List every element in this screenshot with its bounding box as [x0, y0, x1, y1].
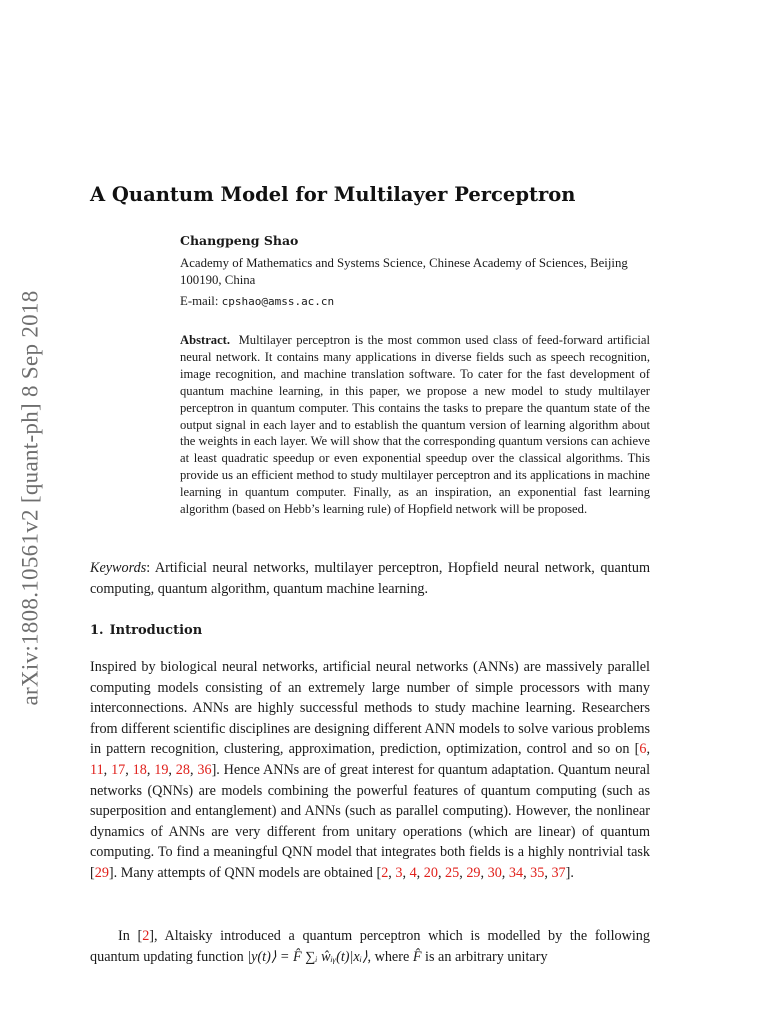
author-name: Changpeng Shao — [180, 233, 299, 248]
citation-link[interactable]: 6 — [639, 741, 647, 758]
math-expression: |y(t)⟩ = F̂ ∑ᵢ ŵᵢᵧ(t)|xᵢ⟩ — [247, 948, 368, 965]
citation-link[interactable]: 28 — [175, 761, 190, 778]
citation-link[interactable]: 4 — [409, 864, 417, 881]
text-run: ]. Many attempts of QNN models are obtained [ — [108, 864, 382, 881]
text-run: ]. — [565, 864, 574, 881]
text-run: ]. Hence ANNs are of great interest for quantum adaptation. Quantum neural networks (QNNs) are models combining the powerful features of quantum computing (such as superposition and entanglement) and ANNs (such as parallel computing). However, the nonlinear dynamics of ANNs are very different from unitary operations (which are linear) of quantum computing. To find a meaningful QNN model that integrates both fields is a highly nontrivial task [ — [90, 761, 651, 881]
section-title: Introduction — [109, 623, 203, 638]
text-run: , where — [367, 948, 413, 965]
citation-link[interactable]: 2 — [142, 928, 150, 944]
citation-link[interactable]: 20 — [423, 864, 438, 881]
email-address[interactable]: cpshao@amss.ac.cn — [221, 295, 335, 308]
section-number: 1. — [90, 623, 104, 638]
keywords-text: : Artificial neural networks, multilayer perceptron, Hopfield neural network, quantum computing, quantum algorithm, quantum machine learning. — [90, 560, 650, 597]
intro-paragraph-1: Inspired by biological neural networks, artificial neural networks (ANNs) are massively parallel computing models consisting of an extremely large number of simple processors with many interconnections. ANNs are highly successful methods to study machine learning. Researchers from different scientific disciplines are designing different ANN models to solve various problems in pattern recognition, clustering, approximation, prediction, optimization, control and so on [6, 11, 17, 18, 19, 28, 36]. Hence ANNs are of great interest for quantum adaptation. Quantum neural networks (QNNs) are models combining the powerful features of quantum computing (such as superposition and entanglement) and ANNs (such as parallel computing). However, the nonlinear dynamics of ANNs are very different from unitary operations (which are linear) of quantum computing. To find a meaningful QNN model that integrates both fields is a highly nontrivial task [29]. Many attempts of QNN models are obtained [2, 3, 4, 20, 25, 29, 30, 34, 35, 37]. — [90, 659, 651, 881]
abstract — [180, 332, 650, 518]
text-run: Inspired by biological neural networks, artificial neural networks (ANNs) are massively parallel computing models consisting of an extremely large number of simple processors with many interconnections. ANNs are highly successful methods to study machine learning. Researchers from different scientific disciplines are designing different ANN models to solve various problems in pattern recognition, clustering, approximation, prediction, optimization, control and so on [ — [90, 659, 650, 758]
abstract-label: Abstract. — [180, 333, 231, 347]
citation-link[interactable]: 19 — [154, 761, 169, 778]
citation-link[interactable]: 29 — [94, 864, 109, 881]
arxiv-identifier-text: arXiv:1808.10561v2 [quant-ph] 8 Sep 2018 — [18, 290, 43, 706]
paper-title: A Quantum Model for Multilayer Perceptron — [90, 183, 576, 206]
citation-link[interactable]: 17 — [111, 761, 126, 778]
text-run: is an arbitrary unitary — [421, 948, 548, 965]
keywords — [90, 558, 650, 600]
keywords-label: Keywords — [90, 560, 147, 576]
author-email — [180, 294, 334, 309]
text-run: In [ — [118, 928, 143, 944]
intro-paragraph-2 — [90, 926, 650, 967]
abstract-text: Multilayer perceptron is the most common used class of feed-forward artificial neural network. It contains many applications in diverse fields such as speech recognition, image recognition, and machine translation software. To cater for the fast development of quantum machine learning, in this paper, we propose a new model to study multilayer perceptron in quantum computer. This contains the tasks to prepare the quantum state of the output signal in each layer and to establish the quantum version of learning algorithm about the weights in each layer. We will show that the corresponding quantum versions can achieve at least quadratic speedup or even exponential speedup over the classical algorithms. This provide us an efficient method to study multilayer perceptron and its applications in machine learning in quantum computer. Finally, as an inspiration, an exponential fast learning algorithm (based on Hebb’s learning rule) of Hopfield network will be proposed. — [180, 333, 650, 517]
citation-link[interactable]: 3 — [395, 864, 403, 881]
citation-link[interactable]: 37 — [551, 864, 566, 881]
citation-link[interactable]: 34 — [508, 864, 524, 881]
citation-link[interactable]: 2 — [381, 864, 389, 881]
author-affiliation: Academy of Mathematics and Systems Science, Chinese Academy of Sciences, Beijing 100190, China — [180, 256, 628, 287]
citation-link[interactable]: 11 — [90, 761, 104, 778]
citation-link[interactable]: 18 — [132, 761, 147, 778]
email-label: E-mail: — [180, 294, 219, 308]
arxiv-identifier-stamp — [14, 268, 48, 728]
citation-link[interactable]: 29 — [466, 864, 481, 881]
text-run: ], Altaisky introduced a quantum perceptron which is modelled by the following quantum updating function — [90, 928, 650, 965]
section-heading-introduction — [90, 623, 202, 638]
math-symbol: F̂ — [412, 948, 422, 965]
citation-link[interactable]: 25 — [445, 864, 460, 881]
citation-link[interactable]: 30 — [487, 864, 502, 881]
citation-link[interactable]: 36 — [197, 761, 212, 778]
citation-link[interactable]: 35 — [530, 864, 545, 881]
